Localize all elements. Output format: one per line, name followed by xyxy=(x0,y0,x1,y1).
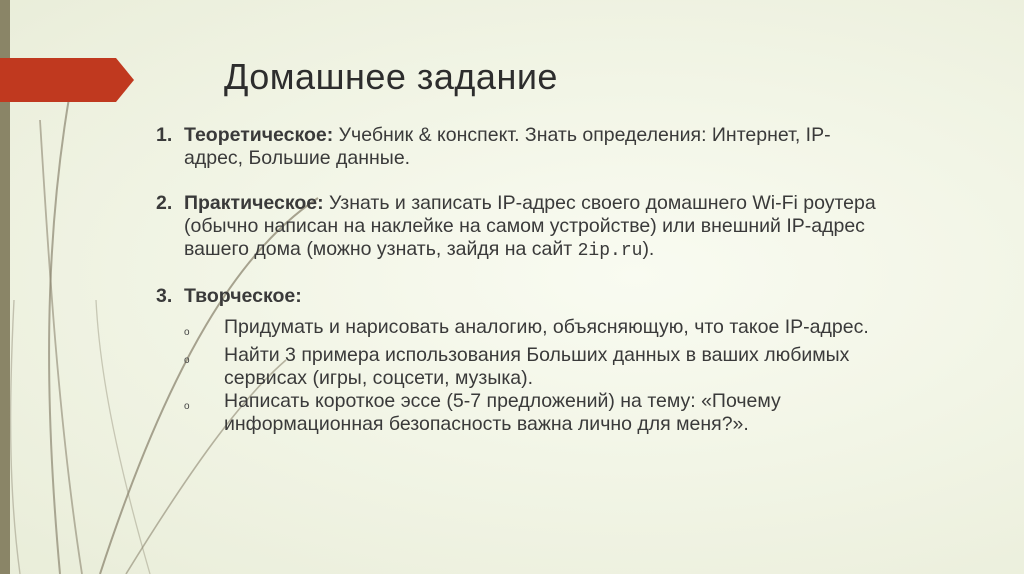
task-number: 1. xyxy=(156,124,173,146)
task-number: 3. xyxy=(156,285,173,307)
task-body xyxy=(184,285,886,308)
task-heading: Практическое: xyxy=(184,192,324,214)
task-item-theory xyxy=(156,124,886,170)
title-flag xyxy=(0,58,134,102)
list-item xyxy=(184,344,886,390)
task-item-practice xyxy=(156,192,886,263)
circle-bullet-icon: o xyxy=(184,355,190,366)
slide-title: Домашнее задание xyxy=(224,56,558,97)
list-item xyxy=(184,316,886,344)
task-body xyxy=(184,192,886,263)
task-list xyxy=(156,124,886,478)
subtask-text: Придумать и нарисовать аналогию, объясняющую, что такое IP-адрес. xyxy=(224,316,869,338)
subtask-text: Найти 3 примера использования Больших данных в ваших любимых сервисах (игры, соцсети, музыка). xyxy=(224,344,850,389)
site-code: 2ip.ru xyxy=(577,241,643,261)
list-item xyxy=(184,390,886,436)
circle-bullet-icon: o xyxy=(184,327,190,338)
subtask-text: Написать короткое эссе (5-7 предложений) на тему: «Почему информационная безопасность важна лично для меня?». xyxy=(224,390,781,435)
task-text: Узнать и записать IP-адрес своего домашнего Wi-Fi роутера (обычно написан на наклейке на самом устройстве) или внешний IP-адрес вашего дома (можно узнать, зайдя на сайт xyxy=(184,192,876,260)
circle-bullet-icon: o xyxy=(184,401,190,412)
task-body xyxy=(184,124,886,170)
task-heading: Творческое: xyxy=(184,285,302,307)
task-text: Учебник & конспект. Знать определения: Интернет, IP-адрес, Большие данные. xyxy=(184,124,831,169)
creative-subtasks xyxy=(184,316,886,436)
task-item-creative xyxy=(156,285,886,456)
task-text-end: ). xyxy=(642,238,655,260)
task-heading: Теоретическое: xyxy=(184,124,334,146)
task-number: 2. xyxy=(156,192,173,214)
